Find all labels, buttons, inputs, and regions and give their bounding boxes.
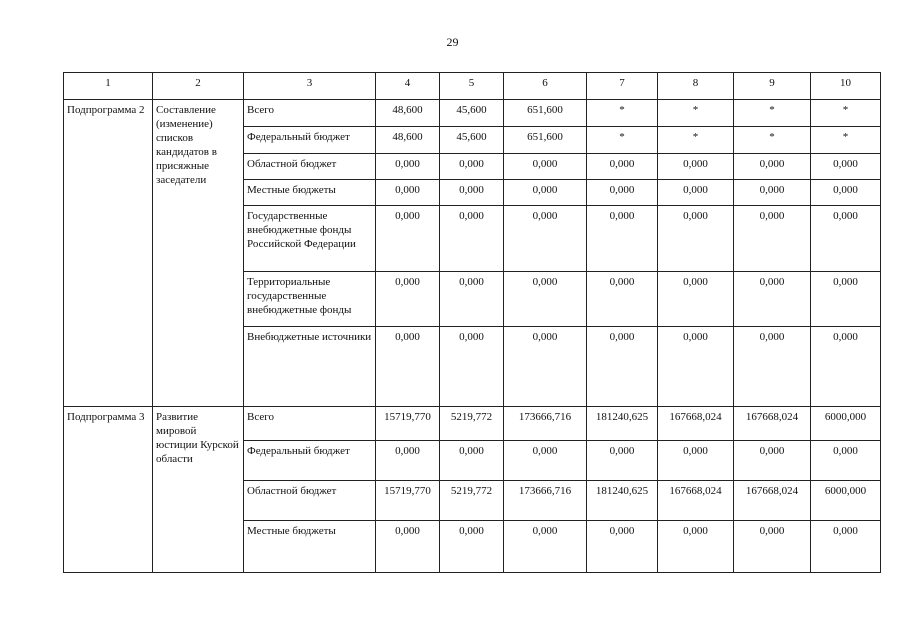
value-cell: 0,000 (587, 180, 658, 206)
value-cell: 0,000 (811, 206, 881, 272)
value-cell: * (658, 127, 734, 154)
value-cell: 15719,770 (376, 407, 440, 441)
value-cell: 0,000 (734, 180, 811, 206)
funding-source-label: Областной бюджет (244, 154, 376, 180)
value-cell: 0,000 (587, 154, 658, 180)
value-cell: 0,000 (376, 180, 440, 206)
funding-source-label: Федеральный бюджет (244, 441, 376, 481)
value-cell: 0,000 (504, 272, 587, 327)
header-cell: 3 (244, 73, 376, 100)
table-row (64, 407, 881, 441)
value-cell: 48,600 (376, 127, 440, 154)
value-cell: 45,600 (440, 100, 504, 127)
value-cell: 651,600 (504, 127, 587, 154)
value-cell: 173666,716 (504, 407, 587, 441)
header-row (64, 73, 881, 100)
value-cell: 0,000 (504, 180, 587, 206)
value-cell: 5219,772 (440, 481, 504, 521)
funding-source-label: Территориальные государственные внебюджетные фонды (244, 272, 376, 327)
value-cell: 0,000 (734, 521, 811, 573)
value-cell: * (811, 127, 881, 154)
value-cell: * (734, 127, 811, 154)
subprogram-name: Подпрограмма 3 (64, 407, 153, 573)
value-cell: 0,000 (811, 154, 881, 180)
value-cell: 0,000 (658, 441, 734, 481)
value-cell: 0,000 (440, 154, 504, 180)
value-cell: 0,000 (658, 154, 734, 180)
header-cell: 4 (376, 73, 440, 100)
value-cell: 0,000 (440, 441, 504, 481)
value-cell: 0,000 (440, 521, 504, 573)
value-cell: 0,000 (811, 327, 881, 407)
value-cell: 15719,770 (376, 481, 440, 521)
table-row (64, 100, 881, 127)
header-cell: 5 (440, 73, 504, 100)
value-cell: 0,000 (376, 206, 440, 272)
table-body (64, 73, 881, 573)
value-cell: 0,000 (504, 206, 587, 272)
value-cell: * (587, 127, 658, 154)
value-cell: 0,000 (376, 441, 440, 481)
value-cell: 0,000 (440, 180, 504, 206)
funding-source-label: Областной бюджет (244, 481, 376, 521)
value-cell: 0,000 (504, 441, 587, 481)
value-cell: 173666,716 (504, 481, 587, 521)
funding-source-label: Федеральный бюджет (244, 127, 376, 154)
value-cell: 181240,625 (587, 481, 658, 521)
value-cell: 0,000 (658, 521, 734, 573)
value-cell: 0,000 (658, 206, 734, 272)
value-cell: 167668,024 (658, 407, 734, 441)
value-cell: 0,000 (376, 327, 440, 407)
value-cell: 0,000 (440, 206, 504, 272)
header-cell: 7 (587, 73, 658, 100)
value-cell: 6000,000 (811, 481, 881, 521)
page-number: 29 (446, 35, 459, 49)
value-cell: 0,000 (811, 180, 881, 206)
header-cell: 2 (153, 73, 244, 100)
value-cell: 0,000 (587, 206, 658, 272)
value-cell: 0,000 (734, 441, 811, 481)
value-cell: 0,000 (440, 327, 504, 407)
funding-source-label: Местные бюджеты (244, 521, 376, 573)
value-cell: 0,000 (734, 327, 811, 407)
value-cell: 181240,625 (587, 407, 658, 441)
funding-source-label: Государственные внебюджетные фонды Российской Федерации (244, 206, 376, 272)
value-cell: 167668,024 (658, 481, 734, 521)
value-cell: 0,000 (658, 180, 734, 206)
subprogram-title: Развитие мировой юстиции Курской области (153, 407, 244, 573)
value-cell: 0,000 (587, 272, 658, 327)
value-cell: 0,000 (376, 272, 440, 327)
value-cell: 0,000 (811, 521, 881, 573)
value-cell: * (658, 100, 734, 127)
subprogram-title: Составление (изменение) списков кандидатов в присяжные заседатели (153, 100, 244, 407)
header-cell: 10 (811, 73, 881, 100)
value-cell: 0,000 (504, 154, 587, 180)
funding-source-label: Всего (244, 100, 376, 127)
value-cell: * (734, 100, 811, 127)
value-cell: 0,000 (504, 327, 587, 407)
value-cell: 5219,772 (440, 407, 504, 441)
value-cell: 651,600 (504, 100, 587, 127)
funding-source-label: Местные бюджеты (244, 180, 376, 206)
value-cell: 6000,000 (811, 407, 881, 441)
value-cell: 0,000 (376, 154, 440, 180)
funding-source-label: Внебюджетные источники (244, 327, 376, 407)
value-cell: 0,000 (658, 327, 734, 407)
value-cell: 0,000 (587, 327, 658, 407)
value-cell: * (587, 100, 658, 127)
value-cell: 167668,024 (734, 407, 811, 441)
header-cell: 8 (658, 73, 734, 100)
value-cell: 0,000 (504, 521, 587, 573)
value-cell: 0,000 (587, 521, 658, 573)
value-cell: 0,000 (734, 154, 811, 180)
value-cell: 45,600 (440, 127, 504, 154)
funding-source-label: Всего (244, 407, 376, 441)
value-cell: * (811, 100, 881, 127)
value-cell: 48,600 (376, 100, 440, 127)
subprogram-name: Подпрограмма 2 (64, 100, 153, 407)
value-cell: 0,000 (587, 441, 658, 481)
header-cell: 1 (64, 73, 153, 100)
budget-table (63, 72, 881, 573)
value-cell: 0,000 (734, 206, 811, 272)
value-cell: 167668,024 (734, 481, 811, 521)
value-cell: 0,000 (734, 272, 811, 327)
value-cell: 0,000 (811, 441, 881, 481)
value-cell: 0,000 (440, 272, 504, 327)
value-cell: 0,000 (658, 272, 734, 327)
value-cell: 0,000 (376, 521, 440, 573)
value-cell: 0,000 (811, 272, 881, 327)
header-cell: 6 (504, 73, 587, 100)
header-cell: 9 (734, 73, 811, 100)
